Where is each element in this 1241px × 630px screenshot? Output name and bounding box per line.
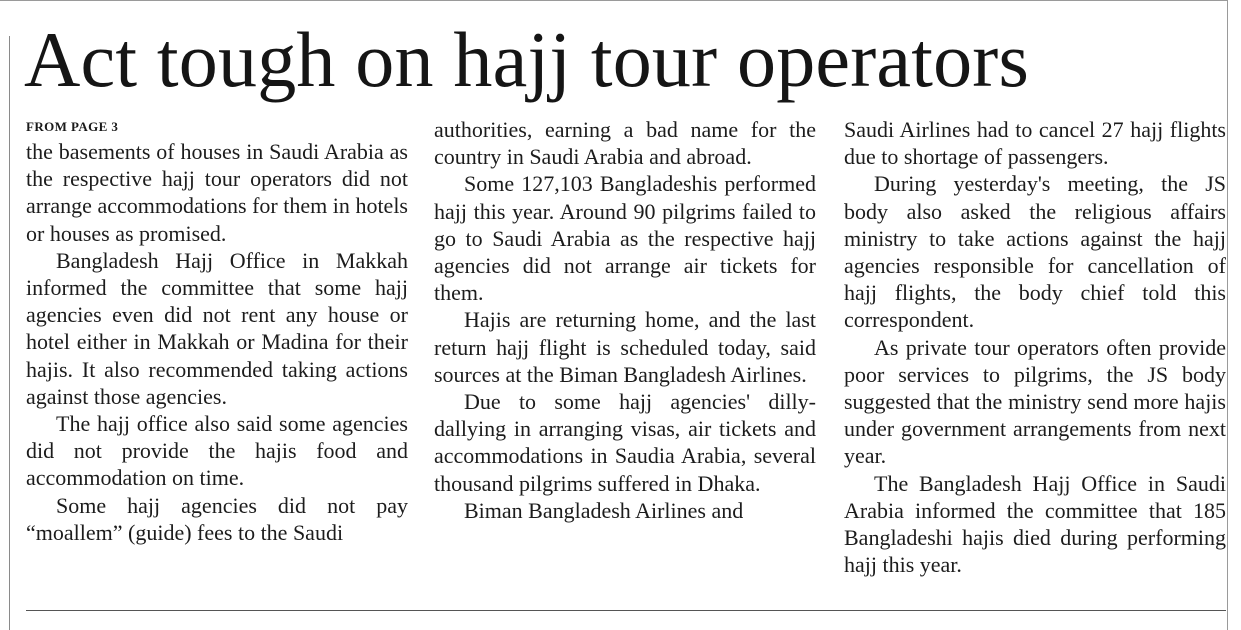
paragraph: Hajis are returning home, and the last return hajj flight is scheduled today, said sources at the Biman Bangladesh Airlines.: [434, 307, 816, 387]
paragraph: Biman Bangladesh Airlines and: [464, 497, 744, 523]
article-column-2: [434, 116, 816, 524]
paragraph: As private tour operators often provide poor services to pilgrims, the JS body suggested that the ministry send more hajis under government arrangements from next year.: [844, 334, 1226, 469]
left-border-rule: [9, 36, 10, 630]
paragraph: the basements of houses in Saudi Arabia as the respective hajj tour operators did not arrange accommodations for them in hotels or houses as promised.: [26, 139, 408, 246]
paragraph: Some hajj agencies did not pay “moallem” (guide) fees to the Saudi: [26, 492, 408, 545]
paragraph: Due to some hajj agencies' dilly-dallying in arranging visas, air tickets and accommodations in Saudia Arabia, several thousand pilgrims suffered in Dhaka.: [434, 389, 816, 496]
paragraph: authorities, earning a bad name for the country in Saudi Arabia and abroad.: [434, 117, 816, 170]
article-column-3: [844, 116, 1226, 578]
article-column-1: [26, 116, 408, 546]
paragraph: Some 127,103 Bangladeshis performed hajj this year. Around 90 pilgrims failed to go to Saudi Arabia as the respective hajj agencies did not arrange air tickets for them.: [434, 171, 816, 306]
paragraph: The Bangladesh Hajj Office in Saudi Arabia informed the committee that 185 Bangladeshi hajis died during performing hajj this year.: [844, 470, 1226, 578]
continued-from-label: FROM PAGE 3: [26, 119, 119, 134]
right-border-rule: [1227, 0, 1228, 630]
paragraph: During yesterday's meeting, the JS body also asked the religious affairs ministry to take actions against the hajj agencies responsible for cancellation of hajj flights, the body chief told this correspondent.: [844, 171, 1226, 333]
paragraph: Bangladesh Hajj Office in Makkah informed the committee that some hajj agencies even did not rent any house or hotel either in Makkah or Madina for their hajis. It also recommended taking actions against those agencies.: [26, 247, 408, 409]
paragraph: Saudi Airlines had to cancel 27 hajj flights due to shortage of passengers.: [844, 117, 1226, 170]
top-border-rule: [0, 0, 1228, 1]
bottom-divider-rule: [26, 610, 1226, 611]
article-headline: Act tough on hajj tour operators: [24, 16, 1030, 103]
paragraph: The hajj office also said some agencies did not provide the hajis food and accommodation on time.: [26, 411, 408, 491]
